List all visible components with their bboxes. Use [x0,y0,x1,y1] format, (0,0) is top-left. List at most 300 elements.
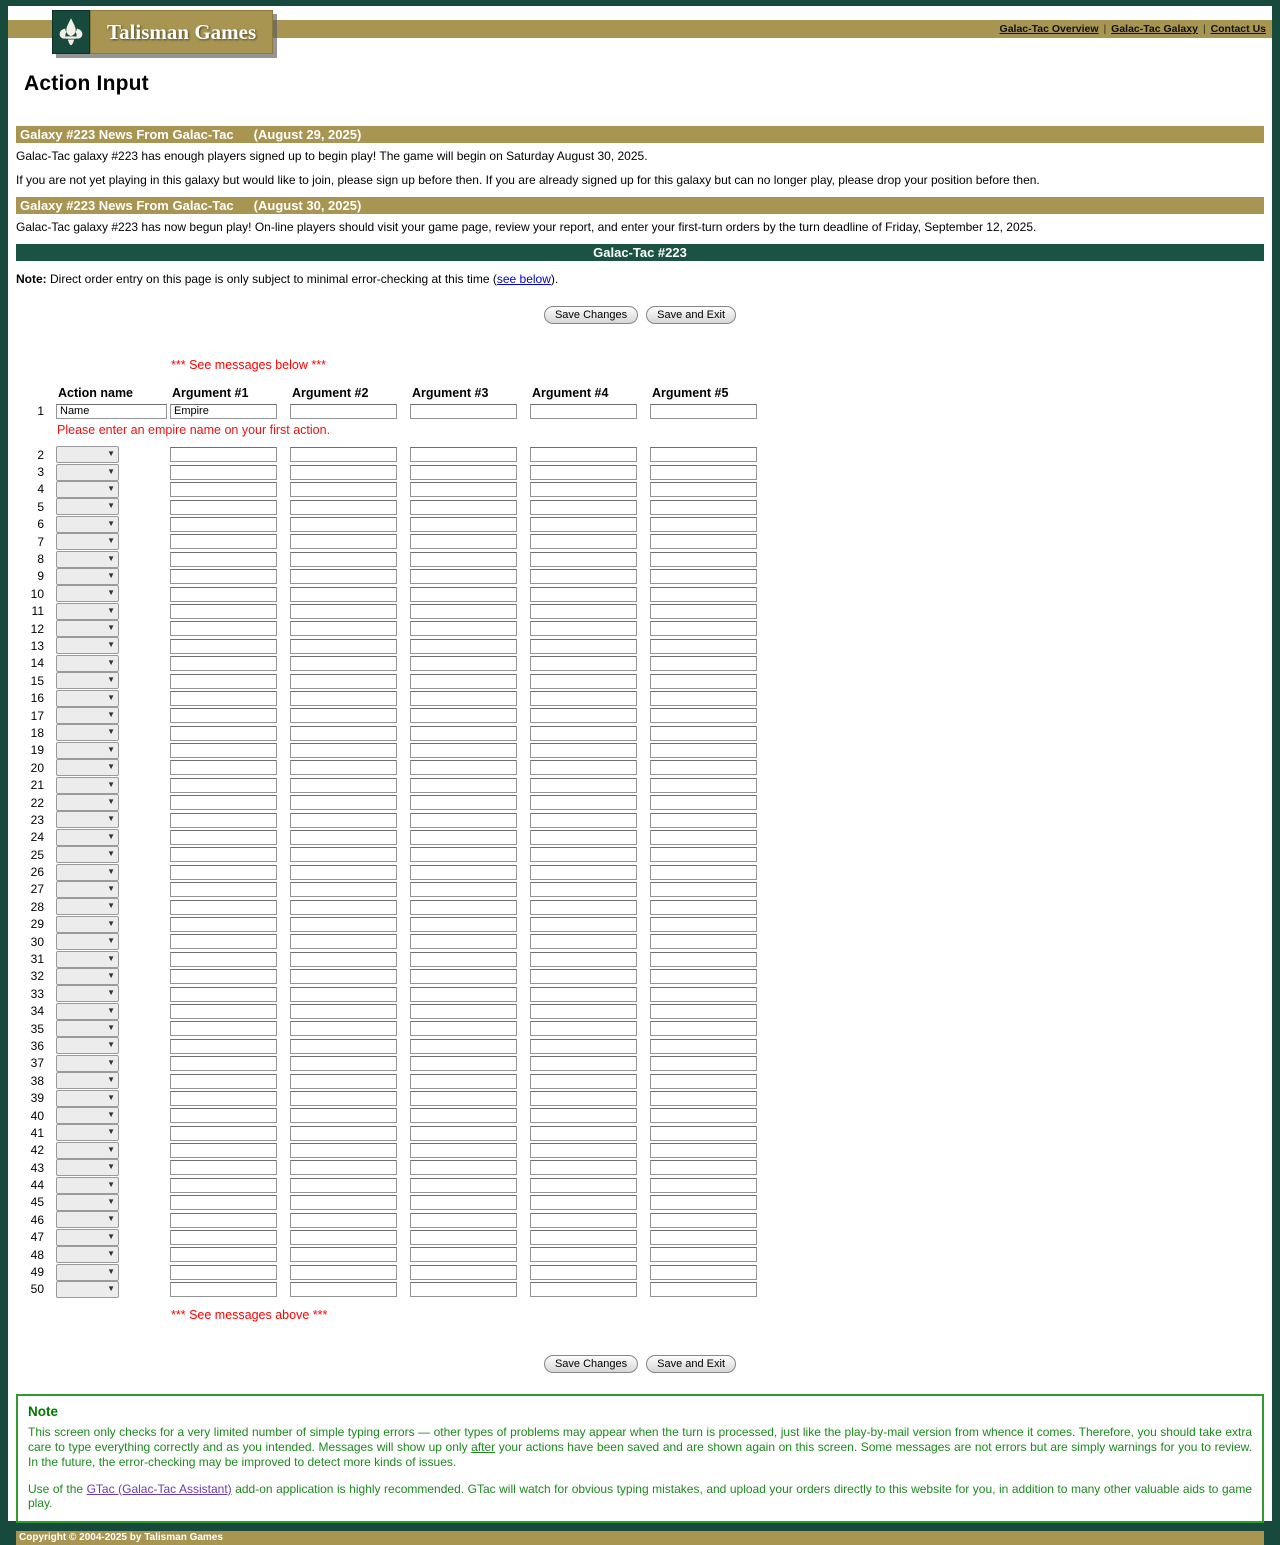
action-name-select[interactable] [56,1020,119,1037]
argument-5-input[interactable] [650,1074,757,1089]
argument-4-input[interactable] [530,882,637,897]
argument-5-input[interactable] [650,1126,757,1141]
argument-1-input[interactable] [170,621,277,636]
argument-5-input[interactable] [650,621,757,636]
argument-4-input[interactable] [530,1021,637,1036]
argument-3-input[interactable] [410,404,517,419]
argument-2-input[interactable] [290,1282,397,1297]
argument-5-input[interactable] [650,1021,757,1036]
argument-1-input[interactable] [170,1230,277,1245]
argument-2-input[interactable] [290,639,397,654]
argument-4-input[interactable] [530,674,637,689]
argument-4-input[interactable] [530,1108,637,1123]
argument-3-input[interactable] [410,900,517,915]
argument-1-input[interactable] [170,517,277,532]
argument-4-input[interactable] [530,952,637,967]
argument-5-input[interactable] [650,778,757,793]
argument-4-input[interactable] [530,1143,637,1158]
action-name-select[interactable] [56,951,119,968]
argument-5-input[interactable] [650,1056,757,1071]
action-name-select[interactable] [56,811,119,828]
argument-2-input[interactable] [290,604,397,619]
argument-2-input[interactable] [290,917,397,932]
argument-3-input[interactable] [410,708,517,723]
argument-2-input[interactable] [290,1056,397,1071]
argument-2-input[interactable] [290,708,397,723]
argument-3-input[interactable] [410,587,517,602]
argument-5-input[interactable] [650,517,757,532]
argument-5-input[interactable] [650,587,757,602]
action-name-select[interactable] [56,533,119,550]
argument-2-input[interactable] [290,830,397,845]
argument-3-input[interactable] [410,674,517,689]
talisman-games-logo[interactable] [52,10,273,54]
action-name-select[interactable] [56,603,119,620]
argument-3-input[interactable] [410,1056,517,1071]
action-name-select[interactable] [56,1281,119,1298]
argument-3-input[interactable] [410,1074,517,1089]
argument-5-input[interactable] [650,534,757,549]
argument-4-input[interactable] [530,760,637,775]
argument-4-input[interactable] [530,934,637,949]
argument-5-input[interactable] [650,656,757,671]
save-changes-button[interactable]: Save Changes [544,1355,638,1373]
argument-3-input[interactable] [410,1039,517,1054]
argument-4-input[interactable] [530,987,637,1002]
argument-1-input[interactable] [170,691,277,706]
argument-1-input[interactable] [170,1195,277,1210]
argument-2-input[interactable] [290,674,397,689]
argument-1-input[interactable] [170,900,277,915]
argument-5-input[interactable] [650,465,757,480]
argument-5-input[interactable] [650,865,757,880]
argument-5-input[interactable] [650,1039,757,1054]
argument-1-input[interactable] [170,639,277,654]
action-name-select[interactable] [56,916,119,933]
argument-3-input[interactable] [410,656,517,671]
argument-1-input[interactable] [170,1143,277,1158]
argument-3-input[interactable] [410,795,517,810]
argument-1-input[interactable] [170,604,277,619]
save-changes-button[interactable]: Save Changes [544,306,638,324]
argument-2-input[interactable] [290,534,397,549]
argument-4-input[interactable] [530,1160,637,1175]
action-name-select[interactable] [56,1159,119,1176]
argument-4-input[interactable] [530,847,637,862]
argument-1-input[interactable] [170,552,277,567]
argument-1-input[interactable] [170,1213,277,1228]
argument-1-input[interactable] [170,934,277,949]
action-name-select[interactable] [56,777,119,794]
action-name-select[interactable] [56,707,119,724]
argument-1-input[interactable] [170,1004,277,1019]
argument-1-input[interactable] [170,447,277,462]
action-name-select[interactable] [56,481,119,498]
argument-1-input[interactable] [170,882,277,897]
action-name-select[interactable] [56,551,119,568]
argument-3-input[interactable] [410,500,517,515]
argument-2-input[interactable] [290,1004,397,1019]
argument-1-input[interactable] [170,969,277,984]
argument-4-input[interactable] [530,500,637,515]
argument-2-input[interactable] [290,969,397,984]
argument-1-input[interactable] [170,656,277,671]
argument-1-input[interactable] [170,865,277,880]
argument-3-input[interactable] [410,1282,517,1297]
argument-4-input[interactable] [530,743,637,758]
argument-3-input[interactable] [410,1265,517,1280]
argument-2-input[interactable] [290,1213,397,1228]
argument-3-input[interactable] [410,987,517,1002]
argument-3-input[interactable] [410,917,517,932]
argument-1-input[interactable] [170,1247,277,1262]
argument-2-input[interactable] [290,569,397,584]
argument-2-input[interactable] [290,447,397,462]
argument-1-input[interactable] [170,1178,277,1193]
argument-4-input[interactable] [530,900,637,915]
argument-5-input[interactable] [650,639,757,654]
argument-4-input[interactable] [530,621,637,636]
argument-1-input[interactable] [170,587,277,602]
argument-2-input[interactable] [290,934,397,949]
action-name-select[interactable] [56,464,119,481]
argument-3-input[interactable] [410,813,517,828]
argument-2-input[interactable] [290,1178,397,1193]
argument-4-input[interactable] [530,1265,637,1280]
argument-5-input[interactable] [650,569,757,584]
argument-3-input[interactable] [410,1213,517,1228]
argument-5-input[interactable] [650,1282,757,1297]
argument-2-input[interactable] [290,1074,397,1089]
argument-4-input[interactable] [530,465,637,480]
argument-5-input[interactable] [650,1108,757,1123]
argument-3-input[interactable] [410,534,517,549]
action-name-select[interactable] [56,1177,119,1194]
argument-5-input[interactable] [650,847,757,862]
argument-4-input[interactable] [530,830,637,845]
action-name-select[interactable] [56,446,119,463]
argument-5-input[interactable] [650,1213,757,1228]
action-name-input[interactable] [56,404,167,419]
argument-1-input[interactable] [170,813,277,828]
nav-link-galac-tac-overview[interactable]: Galac-Tac Overview [999,23,1099,35]
argument-1-input[interactable] [170,1074,277,1089]
save-and-exit-button[interactable]: Save and Exit [646,306,736,324]
argument-1-input[interactable] [170,1056,277,1071]
argument-4-input[interactable] [530,1126,637,1141]
action-name-select[interactable] [56,1229,119,1246]
argument-5-input[interactable] [650,552,757,567]
argument-4-input[interactable] [530,691,637,706]
action-name-select[interactable] [56,1037,119,1054]
argument-2-input[interactable] [290,404,397,419]
argument-2-input[interactable] [290,1108,397,1123]
argument-5-input[interactable] [650,708,757,723]
argument-3-input[interactable] [410,1247,517,1262]
argument-2-input[interactable] [290,865,397,880]
argument-5-input[interactable] [650,830,757,845]
argument-3-input[interactable] [410,1126,517,1141]
argument-2-input[interactable] [290,1265,397,1280]
action-name-select[interactable] [56,864,119,881]
argument-2-input[interactable] [290,952,397,967]
argument-4-input[interactable] [530,604,637,619]
action-name-select[interactable] [56,690,119,707]
argument-5-input[interactable] [650,1004,757,1019]
action-name-select[interactable] [56,637,119,654]
argument-4-input[interactable] [530,534,637,549]
argument-3-input[interactable] [410,934,517,949]
argument-3-input[interactable] [410,726,517,741]
argument-1-input[interactable] [170,465,277,480]
argument-2-input[interactable] [290,760,397,775]
argument-5-input[interactable] [650,795,757,810]
argument-2-input[interactable] [290,795,397,810]
argument-1-input[interactable] [170,500,277,515]
argument-3-input[interactable] [410,552,517,567]
argument-5-input[interactable] [650,1091,757,1106]
argument-2-input[interactable] [290,813,397,828]
argument-5-input[interactable] [650,726,757,741]
argument-2-input[interactable] [290,465,397,480]
argument-3-input[interactable] [410,760,517,775]
argument-1-input[interactable] [170,778,277,793]
action-name-select[interactable] [56,498,119,515]
argument-1-input[interactable] [170,404,277,419]
action-name-select[interactable] [56,829,119,846]
argument-3-input[interactable] [410,830,517,845]
save-and-exit-button[interactable]: Save and Exit [646,1355,736,1373]
argument-4-input[interactable] [530,482,637,497]
action-name-select[interactable] [56,1264,119,1281]
argument-2-input[interactable] [290,1091,397,1106]
argument-4-input[interactable] [530,404,637,419]
argument-3-input[interactable] [410,1091,517,1106]
argument-5-input[interactable] [650,900,757,915]
argument-5-input[interactable] [650,987,757,1002]
action-name-select[interactable] [56,759,119,776]
argument-3-input[interactable] [410,621,517,636]
argument-4-input[interactable] [530,726,637,741]
argument-2-input[interactable] [290,552,397,567]
argument-4-input[interactable] [530,865,637,880]
action-name-select[interactable] [56,846,119,863]
argument-5-input[interactable] [650,674,757,689]
action-name-select[interactable] [56,1003,119,1020]
argument-4-input[interactable] [530,1074,637,1089]
argument-4-input[interactable] [530,1056,637,1071]
argument-5-input[interactable] [650,743,757,758]
argument-1-input[interactable] [170,482,277,497]
argument-1-input[interactable] [170,1160,277,1175]
argument-4-input[interactable] [530,552,637,567]
action-name-select[interactable] [56,1246,119,1263]
argument-2-input[interactable] [290,1195,397,1210]
argument-5-input[interactable] [650,934,757,949]
action-name-select[interactable] [56,585,119,602]
argument-3-input[interactable] [410,952,517,967]
argument-2-input[interactable] [290,656,397,671]
action-name-select[interactable] [56,933,119,950]
argument-2-input[interactable] [290,621,397,636]
argument-3-input[interactable] [410,1195,517,1210]
argument-1-input[interactable] [170,1039,277,1054]
argument-5-input[interactable] [650,500,757,515]
action-name-select[interactable] [56,1142,119,1159]
argument-4-input[interactable] [530,1178,637,1193]
argument-2-input[interactable] [290,500,397,515]
action-name-select[interactable] [56,655,119,672]
argument-5-input[interactable] [650,447,757,462]
action-name-select[interactable] [56,672,119,689]
argument-1-input[interactable] [170,917,277,932]
argument-3-input[interactable] [410,1021,517,1036]
argument-3-input[interactable] [410,465,517,480]
argument-2-input[interactable] [290,1126,397,1141]
nav-link-contact-us[interactable]: Contact Us [1210,23,1266,35]
argument-4-input[interactable] [530,1230,637,1245]
argument-1-input[interactable] [170,743,277,758]
argument-1-input[interactable] [170,987,277,1002]
argument-5-input[interactable] [650,882,757,897]
action-name-select[interactable] [56,1090,119,1107]
argument-5-input[interactable] [650,404,757,419]
argument-2-input[interactable] [290,1247,397,1262]
argument-2-input[interactable] [290,726,397,741]
argument-4-input[interactable] [530,1213,637,1228]
action-name-select[interactable] [56,1107,119,1124]
argument-4-input[interactable] [530,917,637,932]
argument-2-input[interactable] [290,1160,397,1175]
argument-1-input[interactable] [170,674,277,689]
argument-1-input[interactable] [170,1091,277,1106]
argument-3-input[interactable] [410,639,517,654]
argument-5-input[interactable] [650,1178,757,1193]
argument-5-input[interactable] [650,1160,757,1175]
argument-5-input[interactable] [650,1247,757,1262]
argument-1-input[interactable] [170,1282,277,1297]
argument-2-input[interactable] [290,482,397,497]
action-name-select[interactable] [56,1194,119,1211]
action-name-select[interactable] [56,1072,119,1089]
argument-4-input[interactable] [530,708,637,723]
action-name-select[interactable] [56,898,119,915]
argument-3-input[interactable] [410,778,517,793]
argument-1-input[interactable] [170,1108,277,1123]
argument-3-input[interactable] [410,865,517,880]
argument-2-input[interactable] [290,1039,397,1054]
argument-2-input[interactable] [290,1021,397,1036]
argument-2-input[interactable] [290,743,397,758]
argument-2-input[interactable] [290,882,397,897]
argument-3-input[interactable] [410,743,517,758]
argument-1-input[interactable] [170,1265,277,1280]
action-name-select[interactable] [56,1211,119,1228]
argument-1-input[interactable] [170,795,277,810]
argument-3-input[interactable] [410,1143,517,1158]
argument-4-input[interactable] [530,447,637,462]
nav-link-galac-tac-galaxy[interactable]: Galac-Tac Galaxy [1111,23,1198,35]
argument-5-input[interactable] [650,760,757,775]
argument-4-input[interactable] [530,969,637,984]
argument-3-input[interactable] [410,569,517,584]
action-name-select[interactable] [56,1124,119,1141]
action-name-select[interactable] [56,620,119,637]
argument-4-input[interactable] [530,1247,637,1262]
argument-5-input[interactable] [650,691,757,706]
argument-2-input[interactable] [290,847,397,862]
argument-2-input[interactable] [290,987,397,1002]
action-name-select[interactable] [56,724,119,741]
action-name-select[interactable] [56,516,119,533]
action-name-select[interactable] [56,742,119,759]
argument-2-input[interactable] [290,517,397,532]
argument-1-input[interactable] [170,708,277,723]
argument-2-input[interactable] [290,691,397,706]
argument-3-input[interactable] [410,482,517,497]
argument-1-input[interactable] [170,952,277,967]
argument-3-input[interactable] [410,517,517,532]
argument-2-input[interactable] [290,1143,397,1158]
argument-4-input[interactable] [530,587,637,602]
argument-2-input[interactable] [290,587,397,602]
argument-1-input[interactable] [170,1021,277,1036]
action-name-select[interactable] [56,794,119,811]
argument-4-input[interactable] [530,569,637,584]
argument-3-input[interactable] [410,1178,517,1193]
argument-5-input[interactable] [650,604,757,619]
argument-4-input[interactable] [530,517,637,532]
action-name-select[interactable] [56,568,119,585]
argument-5-input[interactable] [650,1265,757,1280]
argument-4-input[interactable] [530,1195,637,1210]
argument-4-input[interactable] [530,813,637,828]
argument-4-input[interactable] [530,778,637,793]
argument-5-input[interactable] [650,1230,757,1245]
argument-4-input[interactable] [530,1282,637,1297]
argument-5-input[interactable] [650,1143,757,1158]
argument-3-input[interactable] [410,1230,517,1245]
argument-2-input[interactable] [290,1230,397,1245]
argument-1-input[interactable] [170,726,277,741]
argument-4-input[interactable] [530,656,637,671]
argument-4-input[interactable] [530,1091,637,1106]
argument-1-input[interactable] [170,1126,277,1141]
argument-4-input[interactable] [530,1004,637,1019]
argument-3-input[interactable] [410,604,517,619]
argument-3-input[interactable] [410,1108,517,1123]
argument-5-input[interactable] [650,917,757,932]
action-name-select[interactable] [56,881,119,898]
argument-5-input[interactable] [650,482,757,497]
argument-3-input[interactable] [410,1160,517,1175]
action-name-select[interactable] [56,985,119,1002]
argument-2-input[interactable] [290,778,397,793]
argument-1-input[interactable] [170,534,277,549]
action-name-select[interactable] [56,968,119,985]
argument-5-input[interactable] [650,813,757,828]
argument-4-input[interactable] [530,795,637,810]
argument-4-input[interactable] [530,639,637,654]
see-below-link[interactable]: see below [496,272,551,286]
argument-3-input[interactable] [410,691,517,706]
argument-2-input[interactable] [290,900,397,915]
argument-5-input[interactable] [650,969,757,984]
argument-3-input[interactable] [410,847,517,862]
gtac-assistant-link[interactable]: GTac (Galac-Tac Assistant) [86,1481,232,1496]
argument-1-input[interactable] [170,830,277,845]
argument-3-input[interactable] [410,969,517,984]
